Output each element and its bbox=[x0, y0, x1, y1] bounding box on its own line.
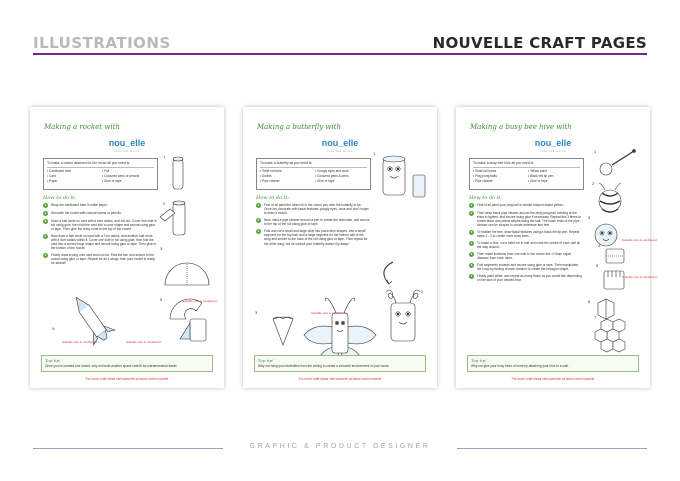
sheet-title: Making a rocket with bbox=[44, 123, 120, 131]
paint-brush-ball-illustration bbox=[594, 149, 636, 175]
step-text: Draw a half circle on card with a 6cm radius, and cut out. Cover one side in foil using glue, then fold the card into a cone shape and secure using glue or tape. Then glue the shiny cone to the top of the rocket. bbox=[51, 218, 157, 231]
half-tube-illustration bbox=[598, 243, 624, 263]
material-item: • Googly eyes and wool bbox=[315, 169, 349, 173]
top-tip-heading: Top tip! bbox=[258, 358, 274, 363]
step-number-badge: 6 bbox=[470, 263, 473, 268]
tube-face-illustration bbox=[373, 151, 425, 197]
how-to-heading: How to do it: bbox=[469, 195, 502, 201]
step-number-badge: 1 bbox=[44, 203, 47, 208]
step-number-badge: 1 bbox=[257, 203, 260, 208]
step-text: Then make incisions from one side to the centre line. 0.5mm equal distance from each other. bbox=[477, 251, 571, 261]
material-item: • Toilet roll tube bbox=[260, 169, 282, 173]
step-text: Then wrap black pipe cleaner around the ping pong ball, twisting at the ends to tighten, and secure using glue if necessary. Repeat this 3 times to create black and yellow stripes along the ball. The loose ends of the pipe cleaner can be shaped to create antennae and feet. bbox=[477, 210, 582, 228]
craft-sheet-rocket bbox=[30, 107, 224, 388]
step-number-badge: 5 bbox=[470, 252, 473, 257]
website-link[interactable]: For more craft ideas visit www.life-at-home.com/nouvelle bbox=[85, 377, 169, 381]
material-item: • Card bbox=[47, 174, 56, 178]
step-number-badge: 3 bbox=[470, 230, 473, 235]
brand-tagline: Inspired Home bbox=[539, 149, 566, 153]
material-item: • Black felt tip pen bbox=[528, 174, 554, 178]
step-text: First of all paint your ping ball or similar shaped object yellow. bbox=[477, 203, 564, 207]
header-title-left: ILLUSTRATIONS bbox=[33, 34, 171, 52]
step-number-badge: 3 bbox=[257, 229, 260, 234]
top-tip-heading: Top tip! bbox=[471, 358, 487, 363]
svg-text:2: 2 bbox=[421, 289, 424, 294]
sheet-title: Making a butterfly with bbox=[257, 123, 341, 131]
step-number-badge: 2 bbox=[470, 211, 473, 216]
step-number-badge: 2 bbox=[257, 218, 260, 223]
svg-text:1: 1 bbox=[594, 149, 597, 154]
top-tip-box bbox=[467, 355, 639, 372]
footer-tagline: GRAPHIC & PRODUCT DESIGNER bbox=[249, 443, 431, 450]
website-link[interactable]: For more craft ideas visit www.life-at-home.com/nouvelle bbox=[511, 377, 595, 381]
website-link[interactable]: For more craft ideas visit www.life-at-home.com/nouvelle bbox=[298, 377, 382, 381]
footer-rule-right bbox=[457, 448, 647, 449]
material-item: • Doilies bbox=[260, 174, 272, 178]
how-to-heading: How to do it: bbox=[43, 195, 76, 201]
material-item: • Cardboard tube bbox=[47, 169, 72, 173]
cardboard-tube-illustration bbox=[163, 154, 183, 189]
callout-label: Suitable size in cardboard bbox=[62, 340, 97, 344]
step-number-badge: 2 bbox=[44, 211, 47, 216]
svg-text:1: 1 bbox=[163, 154, 166, 159]
material-item: • Glue or tape bbox=[102, 179, 122, 183]
top-tip-heading: Top tip! bbox=[45, 358, 61, 363]
svg-text:2: 2 bbox=[163, 201, 166, 206]
top-tip-text: Why not hang your butterflies from the ceiling to create a colourful environment in your home. bbox=[258, 364, 390, 368]
step-text: Now draw a half circle on card with a 7cm radius, and another half circle with a 5cm radius within it. Cover one side in foil using glue, then fold the card into a curved hoop shape and secure using glue or tape. Then glue to the bottom of the rocket. bbox=[51, 233, 157, 251]
material-item: • Yellow paint bbox=[528, 169, 547, 173]
materials-intro: To make a rocket destined for the moon all you need is: bbox=[47, 161, 154, 168]
materials-intro: To make a busy bee hive all you need is: bbox=[473, 161, 580, 168]
step-text: To make a hive, cut a toilet roll in half and mark the centre of each half all the way around. bbox=[477, 241, 580, 250]
hexagon-tube-illustration bbox=[588, 299, 614, 319]
material-item: • Foil bbox=[102, 169, 110, 173]
brand-logo: nou_elle bbox=[534, 138, 572, 148]
brand-tagline: Inspired Home bbox=[326, 149, 353, 153]
step-text: Wrap the cardboard tube in white paper. bbox=[51, 203, 108, 207]
step-text: First of all paint the toilet roll in the colour you wish the butterfly to be. Once dry, decorate with facial features: googly eyes, nose and don't forget to draw a mouth. bbox=[264, 203, 369, 216]
top-tip-text: Once you've created one rocket, why not build another space craft fit for extraterrestrial travel. bbox=[45, 364, 178, 368]
wrapped-tube-illustration bbox=[160, 201, 185, 235]
svg-text:1: 1 bbox=[373, 151, 376, 156]
svg-text:3: 3 bbox=[160, 246, 163, 251]
header-rule bbox=[33, 53, 647, 55]
step-number-badge: 1 bbox=[470, 203, 473, 208]
top-tip-box bbox=[254, 355, 426, 372]
step-text: Fold and cut a small and large doily into pizza slice shapes. Use a small segment for the top half, and a large segment for the bottom half of the wing and secure to the back of the roll using glue or tape. Then repeat for the other wing, but be careful your butterfly doesn't fly away! bbox=[264, 229, 368, 246]
header-title-right: NOUVELLE CRAFT PAGES bbox=[432, 34, 647, 52]
rocket-illustration bbox=[45, 290, 116, 361]
step-text: Finally paint white, and repeat as many times as you would like depending on the size of your desired hive. bbox=[477, 273, 582, 282]
how-to-heading: How to do it: bbox=[256, 195, 289, 201]
material-item: • Glue or tape bbox=[315, 179, 335, 183]
svg-text:3: 3 bbox=[255, 310, 258, 315]
bee-face-illustration bbox=[588, 215, 617, 246]
callout-label: Suitable size in cardboard bbox=[622, 238, 657, 242]
step-number-badge: 5 bbox=[44, 253, 47, 258]
step-text: To finalise the bee, draw facial features using a black felt tip pen. Repeat steps 1 - 3 to create more busy bees. bbox=[477, 230, 580, 239]
material-item: • Toilet roll tubes bbox=[473, 169, 497, 173]
doily-template bbox=[255, 310, 293, 345]
step-number-badge: 3 bbox=[44, 218, 47, 223]
hive-illustration bbox=[594, 315, 625, 352]
svg-text:5: 5 bbox=[160, 297, 163, 302]
sheet-title: Making a busy bee hive with bbox=[470, 123, 572, 131]
step-text: Finally draw a wing onto card and cut out. Fold the tab, and secure to the rocket using glue or tape. Repeat for all 4 wings, then your rocket is ready for takeoff! bbox=[51, 253, 156, 266]
step-text: Decorate the rocket with coloured pens or pencils. bbox=[51, 210, 122, 215]
step-text: Next, twist a pipe cleaner around a pen to create the antennae, and secure to the top of the roll using glue or tape. bbox=[264, 218, 370, 227]
svg-text:3: 3 bbox=[588, 215, 591, 220]
brand-tagline: Inspired Home bbox=[113, 149, 140, 153]
callout-label: Suitable size in cardboard bbox=[126, 340, 161, 344]
top-tip-text: Why not give your busy bees a home by attaching your hive to a wall. bbox=[471, 364, 569, 368]
material-item: • Paper bbox=[47, 179, 58, 183]
step-number-badge: 4 bbox=[44, 234, 47, 238]
brand-logo: nou_elle bbox=[108, 138, 146, 148]
step-number-badge: 4 bbox=[470, 241, 473, 246]
materials-intro: To make a butterfly all you need is: bbox=[260, 161, 367, 168]
foil-cone-template bbox=[160, 297, 206, 341]
svg-text:6: 6 bbox=[588, 299, 591, 304]
svg-text:7: 7 bbox=[594, 315, 597, 320]
step-text: Fold segments inwards and secure using glue or tape. Then manipulate the hoop by folding at each incision to create the hexagon shape. bbox=[477, 262, 579, 272]
material-item: • Ping pong balls bbox=[473, 174, 497, 178]
material-item: • Pipe cleaner bbox=[260, 179, 280, 183]
rocket-illustrations bbox=[30, 107, 224, 388]
svg-text:5: 5 bbox=[596, 263, 599, 268]
top-tip-box bbox=[41, 355, 213, 372]
svg-text:4: 4 bbox=[598, 243, 601, 248]
craft-sheet-bee-hive bbox=[456, 107, 657, 388]
bee-hive-illustrations bbox=[456, 107, 657, 388]
callout-label: Suitable size in cardboard bbox=[311, 311, 346, 315]
craft-sheet-butterfly bbox=[243, 107, 437, 388]
brand-logo: nou_elle bbox=[321, 138, 359, 148]
step-number-badge: 7 bbox=[470, 274, 473, 279]
callout-label: Suitable size in cardboard bbox=[182, 299, 217, 303]
half-circle-template bbox=[160, 246, 209, 285]
butterfly-illustrations bbox=[243, 107, 437, 388]
callout-label: Suitable size in cardboard bbox=[622, 275, 657, 279]
material-item: • Glue or tape bbox=[528, 179, 548, 183]
svg-text:2: 2 bbox=[592, 181, 595, 186]
cut-tube-illustration bbox=[596, 263, 624, 289]
material-item: • Coloured pens & pens bbox=[315, 174, 349, 178]
material-item: • Coloured pens or pencils bbox=[102, 174, 140, 178]
striped-bee-illustration bbox=[592, 181, 621, 212]
svg-text:4: 4 bbox=[50, 326, 56, 332]
antennae-tube-illustration bbox=[384, 262, 424, 341]
material-item: • Pipe cleaner bbox=[473, 179, 493, 183]
